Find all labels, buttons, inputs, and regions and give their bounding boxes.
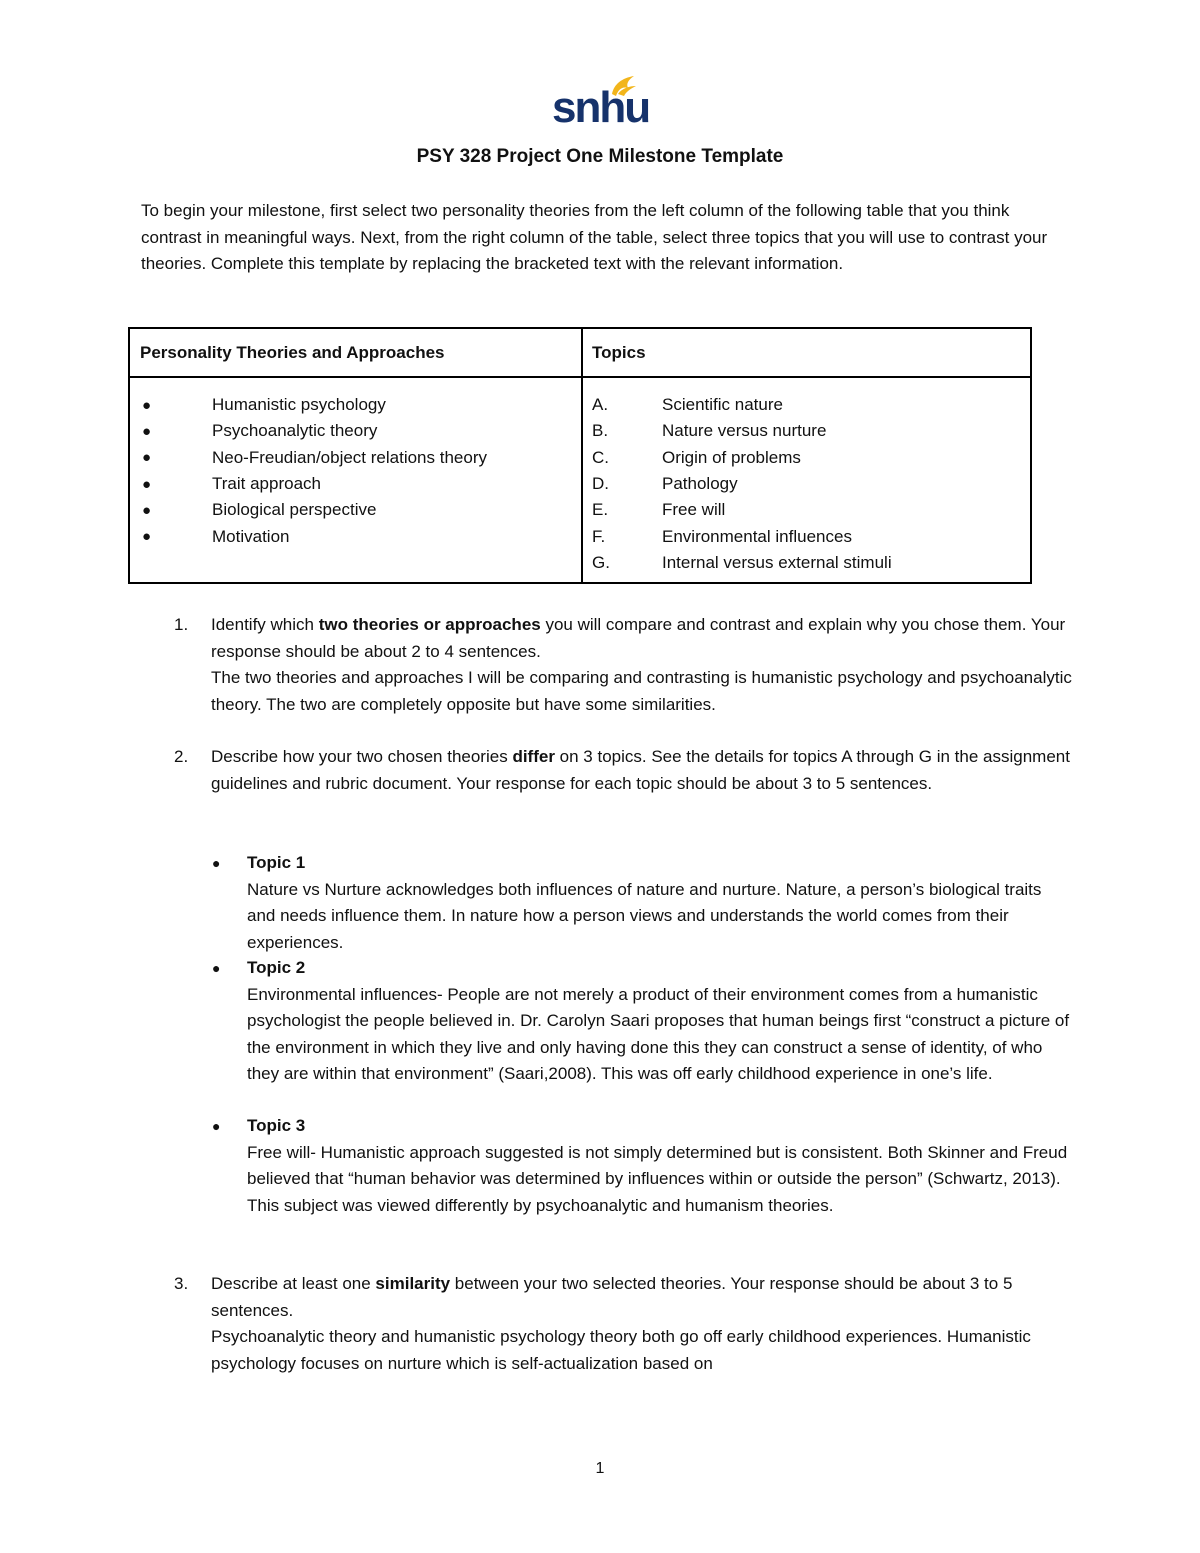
- list-item: ● Trait approach: [142, 474, 321, 494]
- bullet-icon: ●: [212, 855, 221, 871]
- question-number: 1.: [174, 615, 189, 634]
- question-1: 1. Identify which two theories or approaches you will compare and contrast and explain why you chose them. Your response should be about 2 to 4 sentences. The two theories and approaches I will be comparing and contrasting is humanistic psychology and psychoanalytic theory. The two are completely opposite but have some similarities.: [174, 612, 1074, 718]
- bullet-icon: ●: [142, 528, 152, 546]
- bullet-icon: ●: [142, 396, 152, 414]
- bullet-icon: ●: [142, 475, 152, 493]
- snhu-logo: [552, 72, 650, 132]
- theories-list: [140, 392, 487, 550]
- question-2: 2. Describe how your two chosen theories differ on 3 topics. See the details for topics A through G in the assignment guidelines and rubric document. Your response for each topic should be about 3 to 5 sentences.: [174, 744, 1074, 797]
- topic-1: [212, 850, 1072, 956]
- list-item: B. Nature versus nurture: [592, 421, 827, 441]
- topic-text: Nature vs Nurture acknowledges both influences of nature and nurture. Nature, a person’s biological traits and needs influence them. In nature how a person views and understands the world comes from their experiences.: [247, 879, 1042, 952]
- bullet-icon: ●: [142, 501, 152, 519]
- bullet-icon: ●: [212, 1118, 221, 1134]
- topic-title: Topic 2: [247, 958, 306, 977]
- answer-text: Psychoanalytic theory and humanistic psychology theory both go off early childhood experiences. Humanistic psychology focuses on nurture which is self-actualization based on: [211, 1327, 1031, 1373]
- table-header-topics: Topics: [592, 343, 646, 362]
- page-number: 1: [595, 1460, 605, 1477]
- topic-2: [212, 955, 1072, 1088]
- list-item: ● Neo-Freudian/object relations theory: [142, 447, 487, 467]
- question-3: 3. Describe at least one similarity between your two selected theories. Your response should be about 3 to 5 sentences. Psychoanalytic theory and humanistic psychology theory both go off early childhood experiences. Humanistic psychology focuses on nurture which is self-actualization based on: [174, 1271, 1074, 1377]
- question-number: 2.: [174, 747, 189, 766]
- bullet-icon: ●: [142, 422, 152, 440]
- list-item: G. Internal versus external stimuli: [592, 552, 892, 572]
- topic-title: Topic 3: [247, 1116, 306, 1135]
- list-item: D. Pathology: [592, 474, 738, 494]
- bullet-icon: ●: [212, 960, 221, 976]
- theories-topics-table: [128, 327, 1032, 584]
- list-item: C. Origin of problems: [592, 447, 801, 467]
- question-number: 3.: [174, 1274, 189, 1293]
- topic-3: [212, 1113, 1072, 1219]
- topic-title: Topic 1: [247, 853, 306, 872]
- page-title: PSY 328 Project One Milestone Template: [416, 146, 784, 167]
- topic-text: Free will- Humanistic approach suggested is not simply determined but is consistent. Both Skinner and Freud believed that “human behavior was determined by influences within or outside the person” (Schwartz, 2013). This subject was viewed differently by psychoanalytic and humanism theories.: [247, 1142, 1068, 1215]
- list-item: E. Free will: [592, 500, 726, 520]
- list-item: F. Environmental influences: [592, 526, 852, 546]
- list-item: ● Motivation: [142, 526, 290, 546]
- topics-list: [592, 392, 892, 576]
- logo-text: snhu: [552, 83, 650, 132]
- list-item: A. Scientific nature: [592, 395, 783, 415]
- table-header-theories: Personality Theories and Approaches: [140, 343, 445, 362]
- bullet-icon: ●: [142, 449, 152, 467]
- list-item: ● Psychoanalytic theory: [142, 421, 378, 441]
- intro-paragraph: To begin your milestone, first select two personality theories from the left column of the following table that you think contrast in meaningful ways. Next, from the right column of the table, select three topics that you will use to contrast your theories. Complete this template by replacing the bracketed text with the relevant information.: [141, 201, 1048, 273]
- answer-text: The two theories and approaches I will be comparing and contrasting is humanistic psychology and psychoanalytic theory. The two are completely opposite but have some similarities.: [211, 668, 1072, 714]
- topic-text: Environmental influences- People are not merely a product of their environment comes from a humanistic psychologist the people believed in. Dr. Carolyn Saari proposes that human beings first “construct a picture of the environment in which they live and only having done this they can construct a sense of identity, of who they are within that environment” (Saari,2008). This was off early childhood experience in one’s life.: [247, 984, 1070, 1083]
- list-item: ● Biological perspective: [142, 500, 377, 520]
- list-item: ● Humanistic psychology: [142, 395, 386, 415]
